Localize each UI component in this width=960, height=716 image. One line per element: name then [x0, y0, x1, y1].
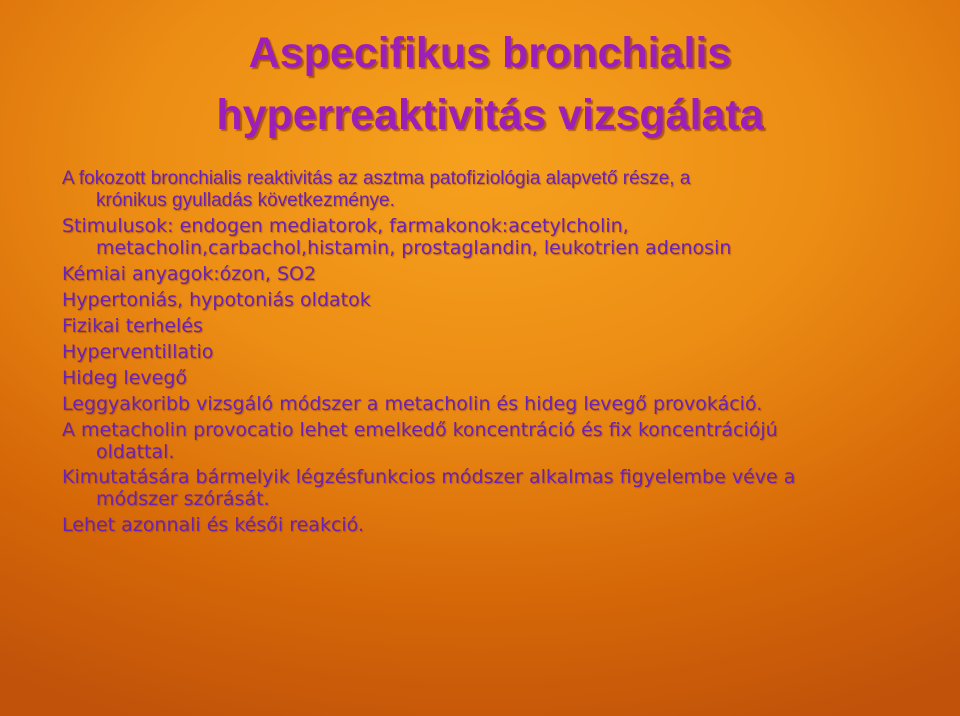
- body-line: oldattal.: [96, 441, 175, 463]
- slide-title-line-2: hyperreaktivitás vizsgálata: [216, 91, 764, 139]
- body-line: Stimulusok: endogen mediatorok, farmakonok:acetylcholin,: [62, 215, 629, 237]
- body-line: módszer szórását.: [96, 488, 270, 510]
- body-line: Kémiai anyagok:ózon, SO2: [62, 263, 317, 285]
- body-line: Hyperventillatio: [62, 341, 214, 363]
- body-line: A fokozott bronchialis reaktivitás az asztma patofiziológia alapvető része, a: [62, 168, 691, 189]
- body-line: Fizikai terhelés: [62, 315, 203, 337]
- body-line: Leggyakoribb vizsgáló módszer a metacholin és hideg levegő provokáció.: [62, 393, 763, 415]
- slide-body: [62, 168, 902, 536]
- body-line: krónikus gyulladás következménye.: [96, 190, 395, 211]
- body-line: Hypertoniás, hypotoniás oldatok: [62, 289, 371, 311]
- body-line: Kimutatására bármelyik légzésfunkcios módszer alkalmas figyelembe véve a: [62, 466, 796, 488]
- body-line: Hideg levegő: [62, 367, 188, 389]
- body-line: Lehet azonnali és késői reakció.: [62, 514, 364, 536]
- body-line: A metacholin provocatio lehet emelkedő koncentráció és fix koncentrációjú: [62, 419, 778, 441]
- body-line: metacholin,carbachol,histamin, prostaglandin, leukotrien adenosin: [96, 237, 732, 259]
- slide-title-line-1: Aspecifikus bronchialis: [248, 29, 732, 77]
